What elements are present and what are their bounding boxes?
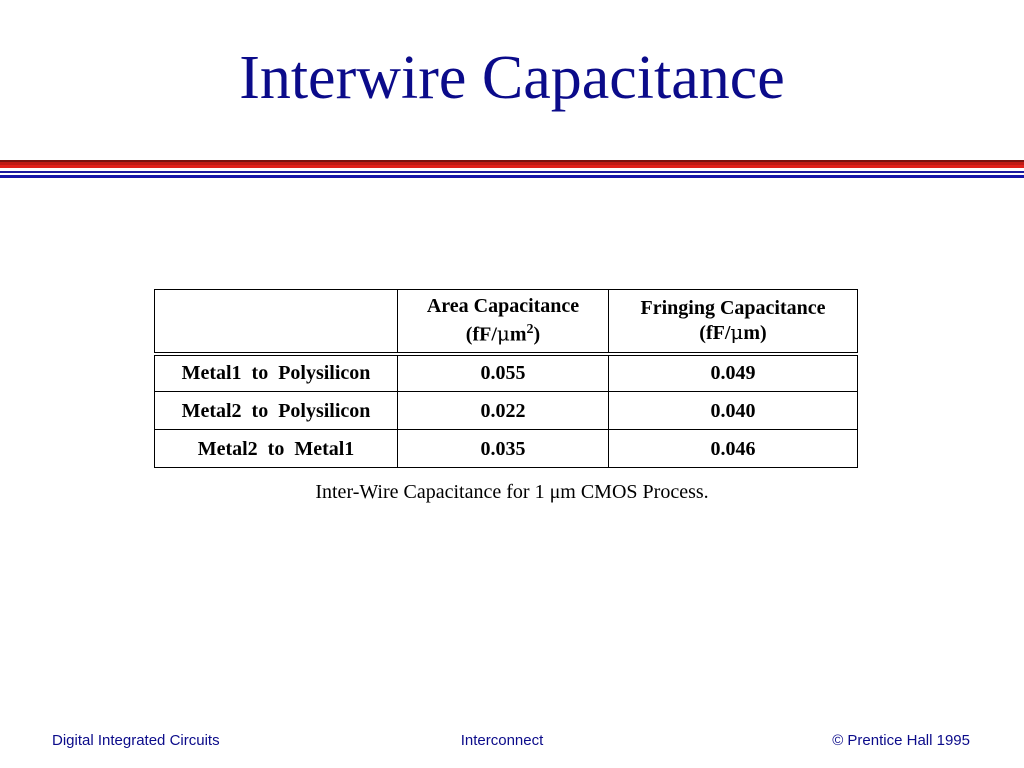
fringing-value: 0.046 bbox=[609, 430, 858, 468]
row-label: Metal2 to Metal1 bbox=[155, 430, 398, 468]
footer-chapter: Interconnect bbox=[460, 732, 544, 749]
fringing-value: 0.049 bbox=[609, 354, 858, 392]
header-area-unit-suffix: ) bbox=[533, 324, 541, 347]
header-area-unit-exponent: 2 bbox=[526, 322, 534, 338]
fringing-value: 0.040 bbox=[609, 392, 858, 430]
table-header-row bbox=[155, 290, 858, 354]
title-divider-blue-thin bbox=[0, 171, 1024, 173]
header-area-capacitance bbox=[398, 290, 609, 354]
table-row bbox=[155, 354, 858, 392]
header-fringing-unit-prefix: (fF/ bbox=[699, 322, 731, 345]
header-fringing-unit-mu: μ bbox=[730, 320, 744, 345]
header-fringing-title: Fringing Capacitance bbox=[640, 297, 826, 320]
header-fringing-unit bbox=[613, 320, 853, 345]
row-label: Metal2 to Polysilicon bbox=[155, 392, 398, 430]
header-area-unit-m: m bbox=[509, 324, 527, 347]
area-value: 0.035 bbox=[398, 430, 609, 468]
table-row bbox=[155, 392, 858, 430]
footer-course-title: Digital Integrated Circuits bbox=[52, 732, 220, 749]
title-divider-blue bbox=[0, 175, 1024, 178]
header-area-title: Area Capacitance bbox=[426, 295, 580, 318]
area-value: 0.055 bbox=[398, 354, 609, 392]
capacitance-table-container bbox=[154, 289, 857, 468]
header-fringing-capacitance bbox=[609, 290, 858, 354]
header-area-unit bbox=[402, 318, 604, 347]
area-value: 0.022 bbox=[398, 392, 609, 430]
table-row bbox=[155, 430, 858, 468]
title-divider-red-light bbox=[0, 165, 1024, 168]
footer-copyright: © Prentice Hall 1995 bbox=[832, 732, 970, 749]
capacitance-table bbox=[154, 289, 858, 468]
table-caption: Inter-Wire Capacitance for 1 μm CMOS Process. bbox=[315, 481, 709, 503]
header-fringing-unit-suffix: m) bbox=[743, 322, 767, 345]
slide-title: Interwire Capacitance bbox=[239, 44, 785, 112]
header-area-unit-mu: μ bbox=[496, 322, 510, 347]
row-label: Metal1 to Polysilicon bbox=[155, 354, 398, 392]
header-empty-cell bbox=[155, 290, 398, 354]
header-area-unit-prefix: (fF/ bbox=[465, 324, 497, 347]
